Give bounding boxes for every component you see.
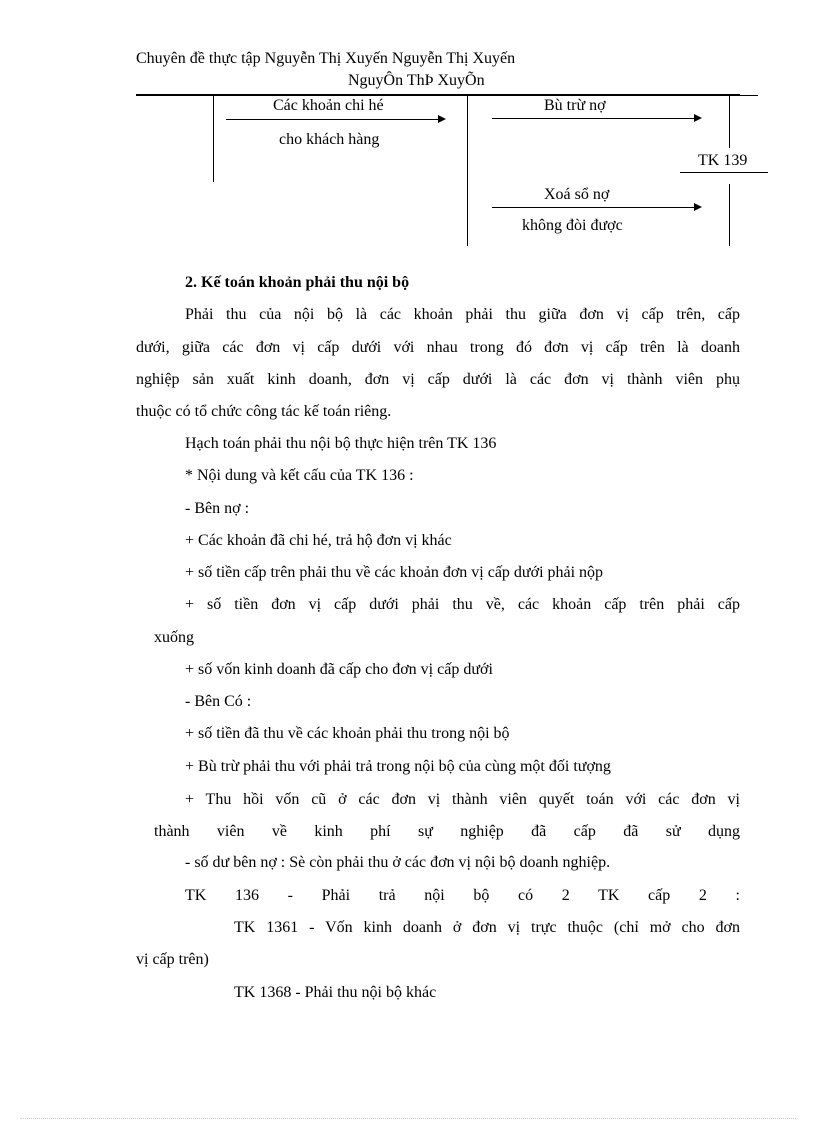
arrow-right-icon bbox=[492, 207, 700, 208]
header-rule bbox=[136, 94, 740, 96]
header-rule-tail bbox=[740, 95, 758, 96]
paragraph-line: Phải thu của nội bộ là các khoản phải thu giữa đơn vị cấp trên, cấp bbox=[185, 306, 740, 323]
paragraph-line: + số tiền đơn vị cấp dưới phải thu về, các khoản cấp trên phải cấp bbox=[185, 596, 740, 613]
text-line: + số vốn kinh doanh đã cấp cho đơn vị cấp dưới bbox=[185, 661, 493, 678]
text-line: + Các khoản đã chi hé, trả hộ đơn vị khác bbox=[185, 532, 452, 549]
account-rule-tk139 bbox=[680, 172, 768, 173]
arrow-right-icon bbox=[492, 118, 700, 119]
text-line: + Bù trừ phải thu với phải trả trong nội bộ của cùng một đối tượng bbox=[185, 758, 611, 775]
text-line: + số tiền cấp trên phải thu về các khoản đơn vị cấp dưới phải nộp bbox=[185, 564, 604, 581]
header-title: Chuyên đề thực tập Nguyễn Thị Xuyến Nguyễn Thị Xuyến bbox=[136, 50, 516, 67]
paragraph-line: vị cấp trên) bbox=[136, 951, 209, 968]
paragraph-line: thuộc có tổ chức công tác kế toán riêng. bbox=[136, 403, 392, 420]
arrow-right-icon bbox=[226, 119, 444, 120]
section-heading: 2. Kế toán khoản phải thu nội bộ bbox=[185, 274, 410, 291]
paragraph-line: dưới, giữa các đơn vị cấp dưới với nhau trong đó đơn vị cấp trên là doanh bbox=[136, 339, 740, 356]
paragraph-line: TK 136 - Phải trả nội bộ có 2 TK cấp 2 : bbox=[185, 887, 740, 904]
account-line-left bbox=[213, 96, 214, 182]
text-line: * Nội dung và kết cấu của TK 136 : bbox=[185, 467, 414, 484]
arrow3-label-top: Xoá sổ nợ bbox=[544, 186, 610, 203]
paragraph-line: TK 1361 - Vốn kinh doanh ở đơn vị trực thuộc (chỉ mở cho đơn bbox=[234, 919, 740, 936]
paragraph-line: nghiệp sản xuất kinh doanh, đơn vị cấp dưới là các đơn vị thành viên phụ bbox=[136, 371, 740, 388]
paragraph-line: xuống bbox=[154, 629, 194, 646]
paragraph-line: thành viên về kinh phí sự nghiệp đã cấp đã sử dụng bbox=[154, 823, 740, 840]
account-tk139: TK 139 bbox=[698, 152, 748, 169]
account-line-right-upper bbox=[729, 96, 730, 148]
arrow1-label-bottom: cho khách hàng bbox=[279, 131, 380, 148]
text-line: + số tiền đã thu về các khoản phải thu trong nội bộ bbox=[185, 725, 510, 742]
account-line-middle bbox=[467, 96, 468, 246]
text-line: - Bên nợ : bbox=[185, 500, 250, 517]
text-line: TK 1368 - Phải thu nội bộ khác bbox=[234, 984, 437, 1001]
arrow1-label-top: Các khoản chi hé bbox=[273, 97, 384, 114]
account-line-right-lower bbox=[729, 184, 730, 246]
text-line: - Bên Có : bbox=[185, 693, 252, 710]
paragraph-line: + Thu hồi vốn cũ ở các đơn vị thành viên quyết toán với các đơn vị bbox=[185, 791, 740, 808]
page-bottom-rule bbox=[20, 1118, 796, 1119]
header-subtitle: NguyÔn ThÞ XuyÕn bbox=[348, 72, 485, 89]
text-line: Hạch toán phải thu nội bộ thực hiện trên TK 136 bbox=[185, 435, 497, 452]
text-line: - số dư bên nợ : Sè còn phải thu ở các đơn vị nội bộ doanh nghiệp. bbox=[185, 854, 611, 871]
arrow3-label-bottom: không đòi được bbox=[522, 217, 623, 234]
arrow2-label-top: Bù trừ nợ bbox=[544, 97, 606, 114]
